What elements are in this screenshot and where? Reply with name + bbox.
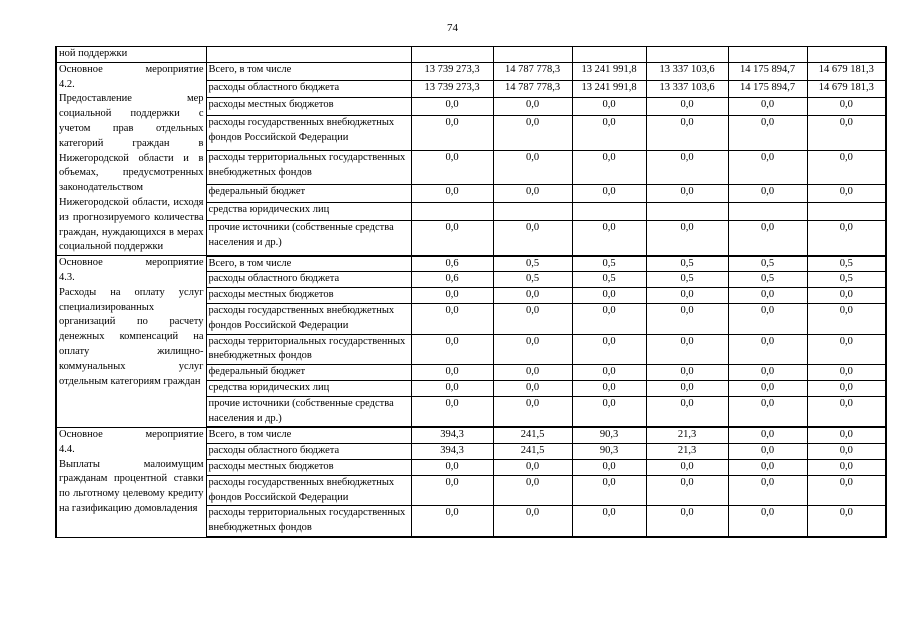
value-cell: 0,0 [728, 460, 807, 476]
value-cell: 0,0 [493, 475, 572, 506]
value-cell: 0,5 [728, 272, 807, 288]
source-cell: расходы областного бюджета [206, 444, 411, 460]
source-cell: средства юридических лиц [206, 203, 411, 221]
value-cell: 0,0 [493, 396, 572, 427]
value-cell: 0,0 [807, 185, 886, 203]
value-cell: 13 337 103,6 [646, 62, 728, 80]
value-cell: 0,0 [572, 334, 646, 365]
value-cell: 0,0 [807, 506, 886, 537]
source-cell: расходы местных бюджетов [206, 460, 411, 476]
value-cell: 0,0 [807, 288, 886, 304]
value-cell: 0,0 [646, 116, 728, 151]
value-cell [807, 47, 886, 63]
value-cell: 0,0 [807, 221, 886, 256]
event-code: 4.2. [59, 78, 75, 90]
value-cell: 0,5 [807, 256, 886, 272]
value-cell [493, 47, 572, 63]
value-cell: 0,0 [807, 365, 886, 381]
value-cell: 0,0 [728, 381, 807, 397]
value-cell: 0,0 [807, 396, 886, 427]
value-cell: 0,0 [728, 427, 807, 443]
value-cell: 0,0 [728, 221, 807, 256]
source-cell: расходы государственных внебюджетных фондов Российской Федерации [206, 304, 411, 335]
source-cell: средства юридических лиц [206, 381, 411, 397]
value-cell [807, 203, 886, 221]
value-cell: 14 175 894,7 [728, 62, 807, 80]
value-cell: 14 787 778,3 [493, 80, 572, 98]
value-cell: 0,0 [646, 460, 728, 476]
source-cell: расходы местных бюджетов [206, 288, 411, 304]
value-cell: 13 739 273,3 [411, 80, 493, 98]
value-cell: 0,0 [728, 304, 807, 335]
value-cell: 0,0 [411, 475, 493, 506]
value-cell: 14 175 894,7 [728, 80, 807, 98]
value-cell: 0,6 [411, 272, 493, 288]
source-cell: Всего, в том числе [206, 256, 411, 272]
value-cell [572, 203, 646, 221]
value-cell: 0,0 [411, 506, 493, 537]
source-cell: федеральный бюджет [206, 185, 411, 203]
value-cell: 0,0 [646, 475, 728, 506]
value-cell: 0,0 [728, 288, 807, 304]
value-cell: 0,0 [728, 475, 807, 506]
event-description: Расходы на оплату услуг специализированных организаций по расчету денежных компенсаций на оплату жилищно-коммунальных услуг отдельным категориям граждан [59, 286, 204, 387]
value-cell: 0,0 [807, 150, 886, 185]
value-cell: 0,0 [646, 185, 728, 203]
event-cell [56, 62, 206, 255]
value-cell: 0,0 [411, 334, 493, 365]
value-cell: 0,0 [807, 460, 886, 476]
source-cell: прочие источники (собственные средства населения и др.) [206, 221, 411, 256]
value-cell: 0,0 [572, 288, 646, 304]
value-cell: 0,0 [807, 334, 886, 365]
value-cell [728, 47, 807, 63]
source-cell: расходы областного бюджета [206, 80, 411, 98]
source-cell: расходы местных бюджетов [206, 98, 411, 116]
value-cell: 0,5 [493, 256, 572, 272]
event-title: Основное мероприятие [59, 63, 204, 75]
value-cell: 0,0 [646, 365, 728, 381]
value-cell [493, 203, 572, 221]
value-cell: 0,0 [411, 365, 493, 381]
value-cell: 0,0 [411, 98, 493, 116]
source-cell: расходы территориальных государственных внебюджетных фондов [206, 334, 411, 365]
value-cell: 13 241 991,8 [572, 62, 646, 80]
value-cell: 0,0 [807, 98, 886, 116]
event-code: 4.3. [59, 271, 75, 283]
value-cell: 0,0 [572, 396, 646, 427]
value-cell [728, 203, 807, 221]
table-row-continuation [56, 47, 886, 63]
value-cell: 13 241 991,8 [572, 80, 646, 98]
value-cell: 0,0 [646, 304, 728, 335]
source-cell: Всего, в том числе [206, 62, 411, 80]
value-cell: 0,5 [728, 256, 807, 272]
value-cell: 0,0 [493, 150, 572, 185]
value-cell: 0,0 [411, 150, 493, 185]
value-cell [646, 203, 728, 221]
value-cell: 0,0 [728, 396, 807, 427]
value-cell: 0,0 [493, 221, 572, 256]
value-cell: 0,5 [646, 256, 728, 272]
value-cell: 0,0 [572, 304, 646, 335]
table-row [56, 256, 886, 272]
value-cell: 0,0 [728, 116, 807, 151]
value-cell: 0,0 [572, 116, 646, 151]
value-cell: 0,0 [572, 365, 646, 381]
event-cell [56, 256, 206, 428]
value-cell: 0,0 [572, 506, 646, 537]
table-row [56, 427, 886, 443]
value-cell: 13 337 103,6 [646, 80, 728, 98]
value-cell: 0,0 [807, 444, 886, 460]
value-cell: 13 739 273,3 [411, 62, 493, 80]
value-cell: 0,0 [572, 150, 646, 185]
value-cell: 0,0 [646, 396, 728, 427]
value-cell: 0,0 [728, 185, 807, 203]
value-cell: 0,5 [572, 272, 646, 288]
value-cell: 0,0 [728, 444, 807, 460]
event-cell [56, 427, 206, 537]
value-cell: 0,0 [411, 221, 493, 256]
value-cell: 241,5 [493, 444, 572, 460]
value-cell: 0,0 [807, 304, 886, 335]
value-cell: 0,0 [807, 475, 886, 506]
source-cell: расходы территориальных государственных внебюджетных фондов [206, 506, 411, 537]
value-cell: 0,0 [572, 221, 646, 256]
value-cell: 0,0 [493, 381, 572, 397]
value-cell: 241,5 [493, 427, 572, 443]
value-cell: 0,0 [493, 460, 572, 476]
value-cell: 0,0 [728, 150, 807, 185]
value-cell: 0,0 [728, 506, 807, 537]
source-cell: расходы областного бюджета [206, 272, 411, 288]
event-cell-continuation: ной поддержки [56, 47, 206, 63]
source-cell: прочие источники (собственные средства населения и др.) [206, 396, 411, 427]
value-cell: 14 679 181,3 [807, 62, 886, 80]
source-cell: расходы государственных внебюджетных фондов Российской Федерации [206, 475, 411, 506]
event-description: Предоставление мер социальной поддержки с учетом прав отдельных категорий граждан в Нижегородской области и в объемах, предусмотренных законодательством Нижегородской области, исходя из прогнозируемого количества граждан, нуждающихся в мерах социальной поддержки [59, 93, 204, 253]
value-cell: 0,0 [572, 381, 646, 397]
value-cell: 0,5 [646, 272, 728, 288]
value-cell [646, 47, 728, 63]
value-cell: 0,0 [646, 221, 728, 256]
value-cell: 0,0 [493, 365, 572, 381]
page-number: 74 [447, 22, 458, 34]
value-cell: 0,0 [493, 185, 572, 203]
value-cell: 14 679 181,3 [807, 80, 886, 98]
value-cell: 0,0 [493, 506, 572, 537]
value-cell: 0,5 [493, 272, 572, 288]
value-cell: 14 787 778,3 [493, 62, 572, 80]
value-cell: 21,3 [646, 444, 728, 460]
value-cell: 0,0 [411, 396, 493, 427]
value-cell: 0,0 [493, 98, 572, 116]
event-title: Основное мероприятие [59, 257, 204, 269]
value-cell: 0,0 [572, 475, 646, 506]
value-cell: 0,0 [646, 506, 728, 537]
value-cell: 0,0 [493, 116, 572, 151]
event-title: Основное мероприятие [59, 428, 204, 440]
value-cell: 0,0 [411, 288, 493, 304]
value-cell: 0,0 [493, 288, 572, 304]
value-cell: 0,0 [646, 334, 728, 365]
value-cell: 0,0 [411, 381, 493, 397]
value-cell: 0,0 [411, 185, 493, 203]
source-cell [206, 47, 411, 63]
source-cell: расходы государственных внебюджетных фондов Российской Федерации [206, 116, 411, 151]
value-cell: 0,0 [493, 334, 572, 365]
value-cell: 0,5 [572, 256, 646, 272]
source-cell: расходы территориальных государственных внебюджетных фондов [206, 150, 411, 185]
value-cell: 90,3 [572, 444, 646, 460]
source-cell: Всего, в том числе [206, 427, 411, 443]
budget-table [55, 46, 887, 538]
value-cell: 90,3 [572, 427, 646, 443]
value-cell: 0,0 [411, 116, 493, 151]
value-cell [411, 47, 493, 63]
table-row [56, 62, 886, 80]
value-cell: 0,0 [493, 304, 572, 335]
value-cell: 0,0 [728, 98, 807, 116]
value-cell: 0,0 [411, 304, 493, 335]
value-cell: 0,6 [411, 256, 493, 272]
budget-table-body [56, 47, 886, 538]
value-cell: 0,0 [646, 98, 728, 116]
value-cell [572, 47, 646, 63]
value-cell: 0,0 [807, 427, 886, 443]
value-cell: 0,0 [646, 381, 728, 397]
value-cell: 0,5 [807, 272, 886, 288]
value-cell: 0,0 [572, 98, 646, 116]
value-cell: 0,0 [807, 116, 886, 151]
value-cell: 0,0 [411, 460, 493, 476]
value-cell: 394,3 [411, 427, 493, 443]
value-cell: 0,0 [572, 185, 646, 203]
source-cell: федеральный бюджет [206, 365, 411, 381]
value-cell: 0,0 [728, 334, 807, 365]
value-cell: 394,3 [411, 444, 493, 460]
value-cell: 0,0 [728, 365, 807, 381]
event-code: 4.4. [59, 443, 75, 455]
value-cell: 0,0 [572, 460, 646, 476]
value-cell [411, 203, 493, 221]
value-cell: 0,0 [646, 288, 728, 304]
event-description: Выплаты малоимущим гражданам процентной ставки по льготному целевому кредиту на газификацию домовладения [59, 458, 204, 514]
value-cell: 21,3 [646, 427, 728, 443]
value-cell: 0,0 [646, 150, 728, 185]
value-cell: 0,0 [807, 381, 886, 397]
